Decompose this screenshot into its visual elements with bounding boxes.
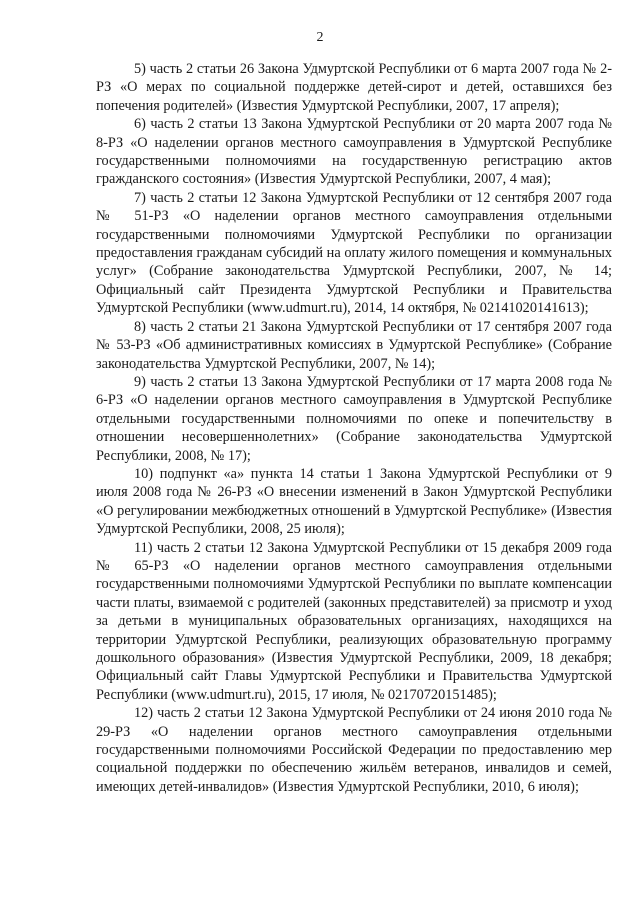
list-item-6: 6) часть 2 статьи 13 Закона Удмуртской Республики от 20 марта 2007 года № 8-РЗ «О наделении органов местного самоуправления в Удмуртской Республике государственными полномочиями на государственную регистрацию актов гражданского состояния» (Известия Удмуртской Республики, 2007, 4 мая); [96, 116, 612, 188]
list-item-8: 8) часть 2 статьи 21 Закона Удмуртской Республики от 17 сентября 2007 года № 53-РЗ «Об административных комиссиях в Удмуртской Республике» (Собрание законодательства Удмуртской Республики, 2007, № 14); [96, 318, 612, 372]
list-item-7: 7) часть 2 статьи 12 Закона Удмуртской Республики от 12 сентября 2007 года № 51-РЗ «О наделении органов местного самоуправления отдельными государственными полномочиями Удмуртской Республики по организации предоставления гражданам субсидий на оплату жилого помещения и коммунальных услуг» (Собрание законодательства Удмуртской Республики, 2007, № 14; Официальный сайт Президента Удмуртской Республики и Правительства Удмуртской Республики (www.udmurt.ru), 2014, 14 октября, № 02141020141613); [96, 189, 612, 317]
list-item-9: 9) часть 2 статьи 13 Закона Удмуртской Республики от 17 марта 2008 года № 6-РЗ «О наделении органов местного самоуправления в Удмуртской Республике отдельными государственными полномочиями по опеке и попечительству в отношении несовершеннолетних» (Собрание законодательства Удмуртской Республики, 2008, № 17); [96, 373, 612, 464]
list-item-12: 12) часть 2 статьи 12 Закона Удмуртской Республики от 24 июня 2010 года № 29-РЗ «О наделении органов местного самоуправления отдельными государственными полномочиями Российской Федерации по предоставлению мер социальной поддержки по обеспечению жильём ветеранов, инвалидов и семей, имеющих детей-инвалидов» (Известия Удмуртской Республики, 2010, 6 июля); [96, 705, 612, 795]
page-number: 2 [316, 30, 324, 45]
list-item-11: 11) часть 2 статьи 12 Закона Удмуртской Республики от 15 декабря 2009 года № 65-РЗ «О наделении органов местного самоуправления отдельными государственными полномочиями Удмуртской Республики по выплате компенсации части платы, взимаемой с родителей (законных представителей) за присмотр и уход за детьми в муниципальных образовательных организациях, находящихся на территории Удмуртской Республики, реализующих образовательную программу дошкольного образования» (Известия Удмуртской Республики, 2009, 18 декабря; Официальный сайт Главы Удмуртской Республики и Правительства Удмуртской Республики (www.udmurt.ru), 2015, 17 июля, № 02170720151485); [96, 539, 612, 703]
document-body [96, 60, 612, 796]
list-item-5: 5) часть 2 статьи 26 Закона Удмуртской Республики от 6 марта 2007 года № 2-РЗ «О мерах по социальной поддержке детей-сирот и детей, оставшихся без попечения родителей» (Известия Удмуртской Республики, 2007, 17 апреля); [96, 61, 612, 114]
list-item-10: 10) подпункт «а» пункта 14 статьи 1 Закона Удмуртской Республики от 9 июля 2008 года № 26-РЗ «О внесении изменений в Закон Удмуртской Республики «О регулировании межбюджетных отношений в Удмуртской Республике» (Известия Удмуртской Республики, 2008, 25 июля); [96, 465, 612, 538]
